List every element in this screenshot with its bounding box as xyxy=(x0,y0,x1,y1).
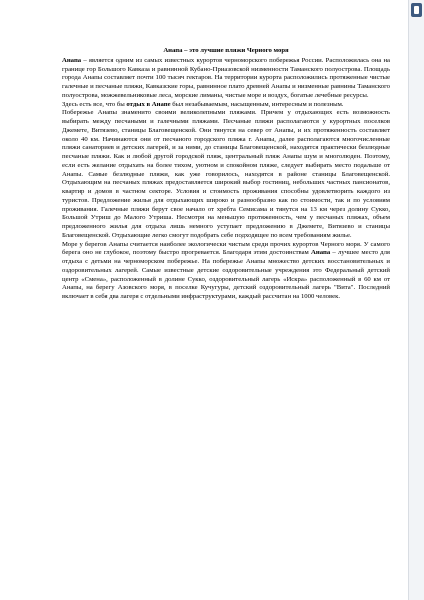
text-run: Море у берегов Анапы считается наиболее экологически чистым среди прочих курортов Черного моря. У самого берега оно не глубокое, поэтому быстро прогревается. Благодаря этим достоинствам xyxy=(62,240,390,257)
text-run: – является одним из самых известных курортов черноморского побережья России. Расположилась она на границе гор Большого Кавказа и равнинной Кубано-Приазовской низменности Таманского полуострова. Площадь города Анапы составляет почти 100 тысяч гектаров. На территории курорта расположились протяженные чистые галечные и песчаные пляжи, Кавказские горы, равнинное плато древней Анапы и низменные равнины Таманского полуострова, можжевельниковые леса, морские лиманы, чистые море и воздух, богатые лечебные ресурсы. xyxy=(62,56,390,99)
sidebar-watermark xyxy=(411,28,423,568)
bold-run: Анапа xyxy=(62,56,82,64)
paragraph-list xyxy=(62,57,390,302)
text-run: – лучшее место для отдыха с детьми на черноморском побережье. На побережье Анапы множество детских восстановительных и оздоровительных лагерей. Самые известные детские оздоровительные учреждения это Федеральный детский центр «Смена», расположенный в долине Сукко, оздоровительный лагерь «Искра» расположенный в 60 км от Анапы, на берегу Азовского моря, в поселке Кучугуры, детский оздоровительный лагерь "Вита". Последний включает в себя два лагеря с отдельными инфраструктурами, каждый рассчитан на 1000 человек. xyxy=(62,249,390,300)
paragraph xyxy=(62,241,390,302)
paragraph xyxy=(62,57,390,101)
paragraph xyxy=(62,109,390,240)
viewer-logo-icon xyxy=(411,3,422,17)
document-title: Анапа – это лучшие пляжи Черного моря xyxy=(163,47,289,54)
text-run: Побережье Анапы знаменито своими великолепными пляжами. Причем у отдыхающих есть возможность выбирать между песчаными и галечными пляжами. Песчаные пляжи располагаются у курортных поселков Джемете, Витязево, станицы Благовещенской. Они тянутся на север от Анапы, и их протяженность составляет около 40 км. Начинаются они от песчаного городского пляжа г. Анапы, далее располагаются многочисленные пляжи санаториев и детских лагерей, и за ними, до станицы Благовещенской, находятся практически безлюдные песчаные пляжи. Как и любой другой городской пляж, центральный пляж Анапы шум и многолюден. Поэтому, если есть желание отдыхать на более тихом, уютном и спокойном пляже, следует выбирать место подальше от Анапы. Самые безлюдные пляжи, как уже говорилось, находятся в районе станицы Благовещенской. Отдыхающим на песчаных пляжах предоставляется широкий выбор гостиниц, небольших частных пансионатов, квартир и домов в частном секторе. Условия и стоимость проживания способны удовлетворить каждого из туристов. Предложение жилья для отдыхающих широко и разнообразно как по стоимости, так и по условиям проживания. Галечные пляжи берут свое начало от хребта Семисама и тянутся на 13 км через долину Сукко, Большой Утриш до Малого Утриша. Несмотря на меньшую протяженность, чем у песчаных пляжах, объем предложенного жилья для отдыха лишь немного уступает предложению в Джемете, Витязево и станицы Благовещенской. Отдыхающие легко смогут подобрать себе подходящее по всем требованиям жилье. xyxy=(62,109,390,239)
text-run: Здесь есть все, что бы xyxy=(62,100,127,108)
text-run: был незабываемым, насыщенным, интересным и полезным. xyxy=(170,100,344,108)
paragraph xyxy=(62,101,390,110)
viewer-sidebar xyxy=(408,0,424,600)
document-body xyxy=(62,47,390,302)
bold-run: отдых в Анапе xyxy=(126,100,171,108)
bold-run: Анапа xyxy=(311,249,331,257)
